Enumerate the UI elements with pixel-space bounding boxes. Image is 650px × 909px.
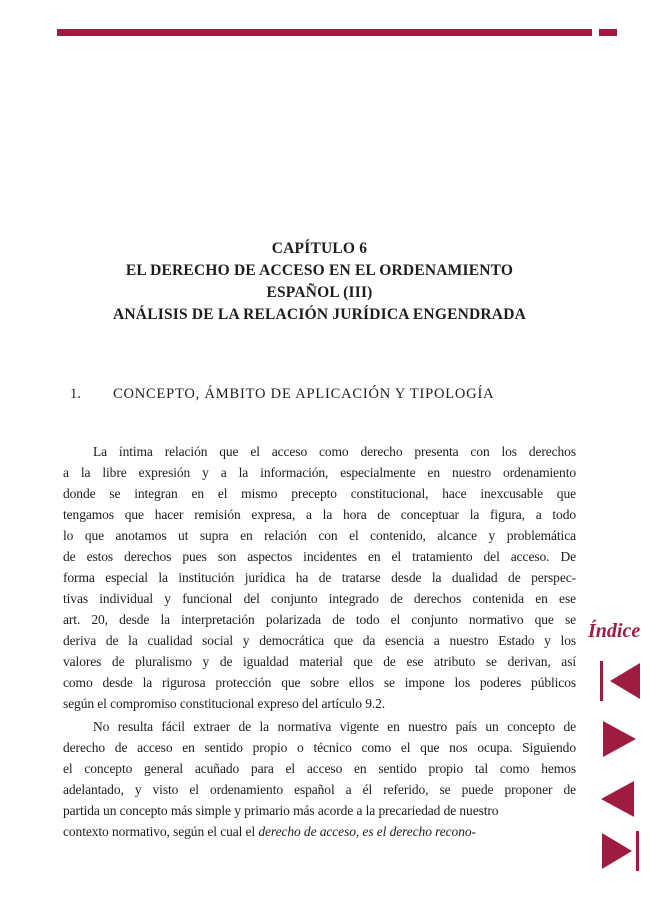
previous-page-button[interactable] [601,781,634,817]
text-line: como desde la rigurosa protección que sobre ellos se impone los poderes públicos [63,675,576,690]
section-heading-text: CONCEPTO, ÁMBITO DE APLICACIÓN Y TIPOLOGÍA [113,386,495,402]
go-to-first-page-icon [600,661,640,701]
next-page-icon [603,721,636,757]
header-rule [57,29,592,36]
go-to-last-page-button[interactable] [602,831,642,871]
index-link[interactable]: Índice [588,620,641,642]
text-line: de estos derechos pues son aspectos incidentes en el tratamiento del acceso. De [63,549,576,564]
text-line: adelantado, y visto el ordenamiento español a él referido, se puede proponer de [63,782,576,797]
text-line: deriva de la cualidad social y democrática que da esencia a nuestro Estado y los [63,633,576,648]
go-to-first-page-button[interactable] [600,661,640,701]
text-line: valores de pluralismo y de igualdad material que de ese atributo se derivan, así [63,654,576,669]
text-line: el concepto general acuñado para el acceso en sentido propio tal como hemos [63,761,576,776]
chapter-title-line: CAPÍTULO 6 [271,240,368,257]
text-line: según el compromiso constitucional expreso del artículo 9.2. [63,696,386,711]
text-line: art. 20, desde la interpretación polarizada de todo el conjunto normativo que se [63,612,576,627]
text-line: donde se integran en el mismo precepto constitucional, hace inexcusable que [63,486,576,501]
previous-page-icon [601,781,634,817]
text-line: derecho de acceso en sentido propio o técnico como el que nos ocupa. Siguiendo [63,740,576,755]
chapter-title-line: EL DERECHO DE ACCESO EN EL ORDENAMIENTO [125,262,514,279]
text-line: a la libre expresión y a la información, especialmente en nuestro ordenamiento [63,465,576,480]
chapter-title [63,238,576,326]
text-line [63,821,576,842]
next-page-button[interactable] [603,721,636,757]
text-line: tivas individual y funcional del conjunto integrado de derechos contenida en ese [63,591,576,606]
text-line: La íntima relación que el acceso como derecho presenta con los derechos [93,444,576,459]
text-line: No resulta fácil extraer de la normativa vigente en nuestro país un concepto de [93,719,576,734]
chapter-title-line: ESPAÑOL (III) [266,284,373,301]
body-text [63,441,576,842]
section-number: 1. [70,386,81,402]
text-run: contexto normativo, según el cual el [63,824,259,839]
paragraph-1 [63,441,576,714]
section-heading [70,386,590,403]
paragraph-2-lines [63,716,576,821]
text-run-italic: derecho de acceso, es el derecho recono- [258,824,476,839]
text-line: tengamos que hacer remisión expresa, a la hora de conceptuar la figura, a todo [63,507,576,522]
chapter-title-line: ANÁLISIS DE LA RELACIÓN JURÍDICA ENGENDRADA [113,306,526,323]
text-line: forma especial la institución jurídica ha de tratarse desde la dualidad de perspec- [63,570,576,585]
text-line: lo que anotamos ut supra en relación con el contenido, alcance y problemática [63,528,576,543]
paragraph-2 [63,716,576,842]
text-line: partida un concepto más simple y primario más acorde a la precariedad de nuestro [63,803,499,818]
header-rule-end-square [599,29,617,36]
go-to-last-page-icon [602,831,642,871]
